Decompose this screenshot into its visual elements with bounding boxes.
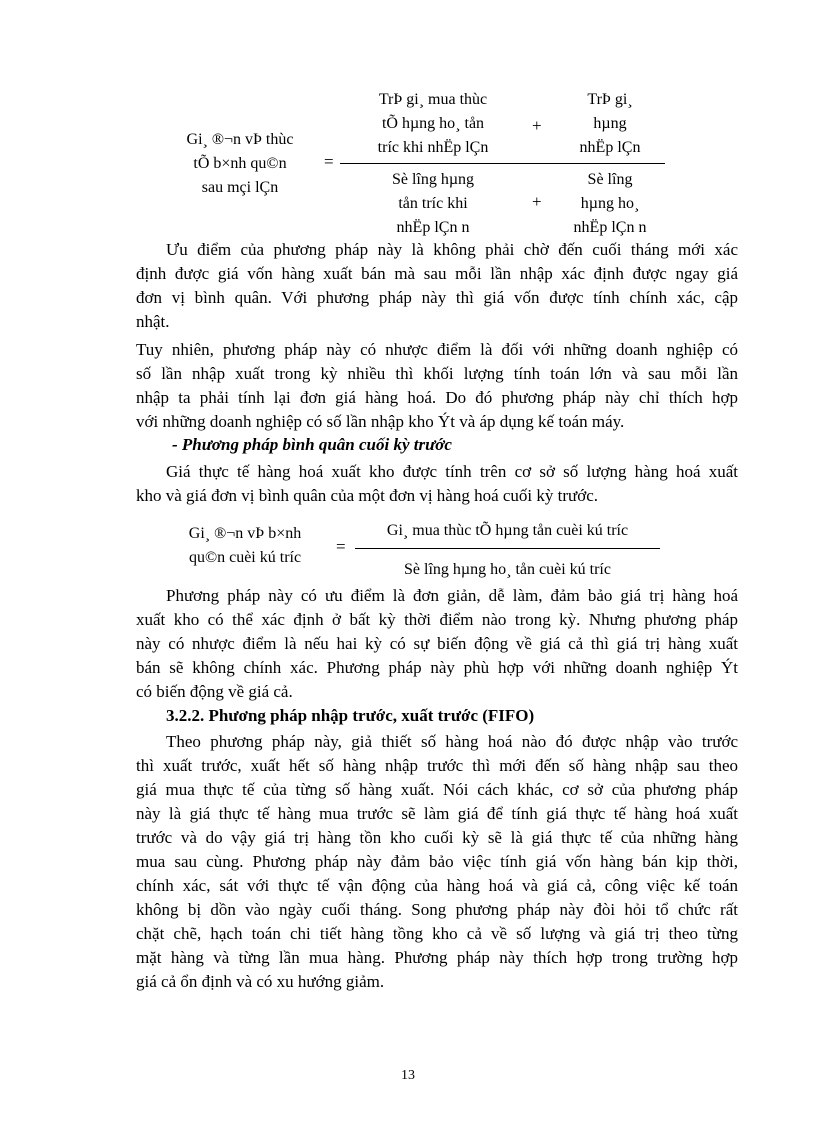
formula2-numerator: Gi¸ mua thùc tÕ hµng tån cuèi kú tríc	[386, 522, 629, 539]
formula1-fraction-bar	[340, 163, 665, 164]
formula1-denominator-plus: +	[532, 192, 542, 211]
formula1-denominator-a: Sè lîng hµng tån tríc khi nhËp lÇn n	[391, 171, 475, 236]
paragraph-advantages: Ưu điểm của phương pháp này là không phải chờ đến cuối tháng mới xác định được giá vốn hàng xuất bán mà sau mỗi lần nhập xác định được ngay giá đơn vị bình quân. Với phương pháp này thì giá vốn được tính chính xác, cập nhật.	[136, 240, 738, 331]
paragraph-disadvantages: Tuy nhiên, phương pháp này có nhược điểm là đối với những doanh nghiệp có số lần nhập xuất trong kỳ nhiều thì khối lượng tính toán lớn và sau mỗi lần nhập ta phải tính lại đơn giá hàng hoá. Do đó phương pháp này chỉ thích hợp với những doanh nghiệp có số lần nhập kho Ýt và áp dụng kế toán máy.	[136, 340, 738, 431]
paragraph-fifo: Theo phương pháp này, giả thiết số hàng hoá nào đó được nhập vào trước thì xuất trước, xuất hết số hàng nhập trước thì mới đến số hàng nhập sau theo giá mua thực tế của từng số hàng xuất. Nói cách khác, cơ sở của phương pháp này là giá thực tế hàng mua trước sẽ làm giá để tính giá thực tế hàng hoá xuất trước và do vậy giá trị hàng tồn kho cuối kỳ sẽ là giá thực tế của những hàng mua sau cùng. Phương pháp này đảm bảo việc tính giá vốn hàng bán kịp thời, chính xác, sát với thực tế vận động của hàng hoá và giá cả, công việc kế toán không bị dồn vào ngày cuối tháng. Song phương pháp này đòi hỏi tổ chức rất chặt chẽ, hạch toán chi tiết hàng tồng kho cả về số lượng và giá trị theo từng mặt hàng và từng lần mua hàng. Phương pháp này thích hợp trong trường hợp giá cả ổn định và có xu hướng giảm.	[136, 732, 738, 991]
section-heading-fifo: 3.2.2. Phương pháp nhập trước, xuất trước (FIFO)	[166, 706, 535, 725]
formula2-fraction-bar	[355, 548, 660, 549]
formula2-equals: =	[336, 537, 346, 556]
formula2-lhs: Gi¸ ®¬n vÞ b×nh qu©n cuèi kú tríc	[188, 525, 302, 566]
paragraph-average-definition: Giá thực tế hàng hoá xuất kho được tính trên cơ sở số lượng hàng hoá xuất kho và giá đơn vị bình quân của một đơn vị hàng hoá cuối kỳ trước.	[136, 462, 738, 505]
formula1-numerator-a: TrÞ gi¸ mua thùc tÕ hµng ho¸ tån tríc khi nhËp lÇn	[377, 91, 489, 156]
formula2-denominator: Sè lîng hµng ho¸ tån cuèi kú tríc	[404, 561, 611, 578]
page-number: 13	[401, 1068, 415, 1083]
formula1-lhs: Gi¸ ®¬n vÞ thùc tÕ b×nh qu©n sau mçi lÇn	[186, 131, 294, 196]
formula1-numerator-plus: +	[532, 116, 542, 135]
paragraph-average-pros-cons: Phương pháp này có ưu điểm là đơn giản, dễ làm, đảm bảo giá trị hàng hoá xuất kho có thể xác định ở bất kỳ thời điểm nào trong kỳ. Nhưng phương pháp này có nhược điểm là nếu hai kỳ có sự biến động về giá cả thì giá trị hàng xuất bán sẽ không chính xác. Phương pháp này phù hợp với những doanh nghiệp Ýt có biến động về giá cả.	[136, 586, 738, 701]
formula1-equals: =	[324, 152, 334, 171]
formula1-numerator-b: TrÞ gi¸ hµng nhËp lÇn	[579, 91, 641, 156]
section-heading-average-end-previous-period: - Phương pháp bình quân cuối kỳ trước	[172, 435, 452, 454]
formula1-denominator-b: Sè lîng hµng ho¸ nhËp lÇn n	[573, 171, 647, 236]
